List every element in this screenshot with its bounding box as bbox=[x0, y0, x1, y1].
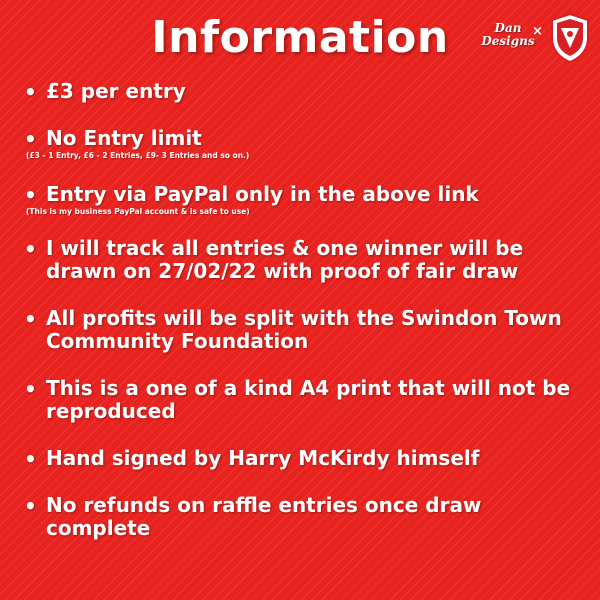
list-item bbox=[22, 447, 592, 470]
bullet: • bbox=[24, 494, 37, 518]
item-text: No refunds on raffle entries once draw complete bbox=[46, 493, 482, 540]
item-text: All profits will be split with the Swindon Town Community Foundation bbox=[46, 306, 562, 353]
bullet: • bbox=[24, 447, 37, 471]
item-note: (£3 - 1 Entry, £6 - 2 Entries, £9- 3 Entries and so on.) bbox=[26, 151, 250, 160]
logo-line-1: Dan bbox=[494, 21, 522, 35]
item-note: (This is my business PayPal account & is safe to use) bbox=[26, 207, 250, 216]
dan-designs-logo bbox=[478, 22, 538, 48]
item-text: No Entry limit bbox=[46, 126, 202, 150]
list-item bbox=[22, 494, 592, 540]
swindon-town-crest-icon bbox=[548, 12, 592, 64]
bullet: • bbox=[24, 80, 37, 104]
info-list bbox=[22, 78, 592, 540]
list-item bbox=[22, 307, 592, 353]
bullet: • bbox=[24, 377, 37, 401]
item-text: Hand signed by Harry McKirdy himself bbox=[46, 446, 480, 470]
list-item bbox=[22, 377, 592, 423]
list-item bbox=[22, 80, 592, 103]
item-text: £3 per entry bbox=[46, 79, 186, 103]
bullet: • bbox=[24, 183, 37, 207]
brand-separator: × bbox=[532, 24, 543, 39]
list-item bbox=[22, 237, 592, 283]
list-item bbox=[22, 183, 592, 217]
bullet: • bbox=[24, 307, 37, 331]
item-text: This is a one of a kind A4 print that will not be reproduced bbox=[46, 376, 571, 423]
item-text: I will track all entries & one winner will be drawn on 27/02/22 with proof of fair draw bbox=[46, 236, 524, 283]
page-title: Information bbox=[151, 12, 449, 63]
bullet: • bbox=[24, 127, 37, 151]
list-item bbox=[22, 127, 592, 161]
logo-line-2: Designs bbox=[481, 34, 535, 48]
bullet: • bbox=[24, 237, 37, 261]
item-text: Entry via PayPal only in the above link bbox=[46, 182, 479, 206]
